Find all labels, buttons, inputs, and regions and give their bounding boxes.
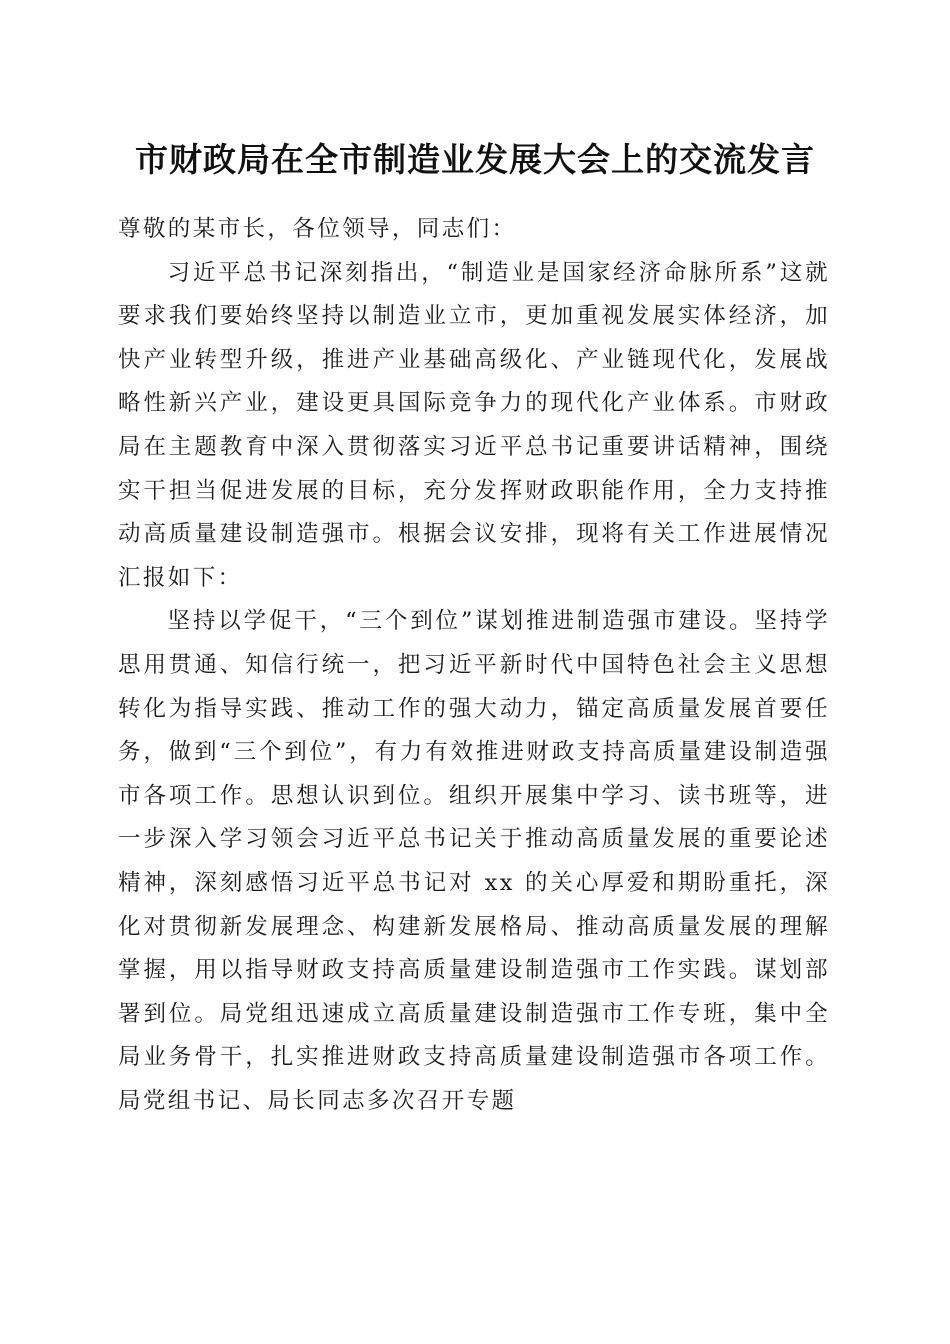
- paragraph-intro: 习近平总书记深刻指出，“制造业是国家经济命脉所系”这就要求我们要始终坚持以制造业立市，更加重视发展实体经济，加快产业转型升级，推进产业基础高级化、产业链现代化，发展战略性新兴产业，建设更具国际竞争力的现代化产业体系。市财政局在主题教育中深入贯彻落实习近平总书记重要讲话精神，围绕实干担当促进发展的目标，充分发挥财政职能作用，全力支持推动高质量建设制造强市。根据会议安排，现将有关工作进展情况汇报如下：: [118, 259, 830, 591]
- document-body: [118, 208, 830, 1123]
- paragraph-study-promote-work: 坚持以学促干，“三个到位”谋划推进制造强市建设。坚持学思用贯通、知信行统一，把习近平新时代中国特色社会主义思想转化为指导实践、推动工作的强大动力，锚定高质量发展首要任务，做到“三个到位”，有力有效推进财政支持高质量建设制造强市各项工作。思想认识到位。组织开展集中学习、读书班等，进一步深入学习领会习近平总书记关于推动高质量发展的重要论述精神，深刻感悟习近平总书记对 xx 的关心厚爱和期盼重托，深化对贯彻新发展理念、构建新发展格局、推动高质量发展的理解掌握，用以指导财政支持高质量建设制造强市工作实践。谋划部署到位。局党组迅速成立高质量建设制造强市工作专班，集中全局业务骨干，扎实推进财政支持高质量建设制造强市各项工作。局党组书记、局长同志多次召开专题: [118, 608, 830, 1114]
- document-title: 市财政局在全市制造业发展大会上的交流发言: [135, 140, 815, 179]
- salutation: 尊敬的某市长，各位领导，同志们：: [118, 216, 517, 242]
